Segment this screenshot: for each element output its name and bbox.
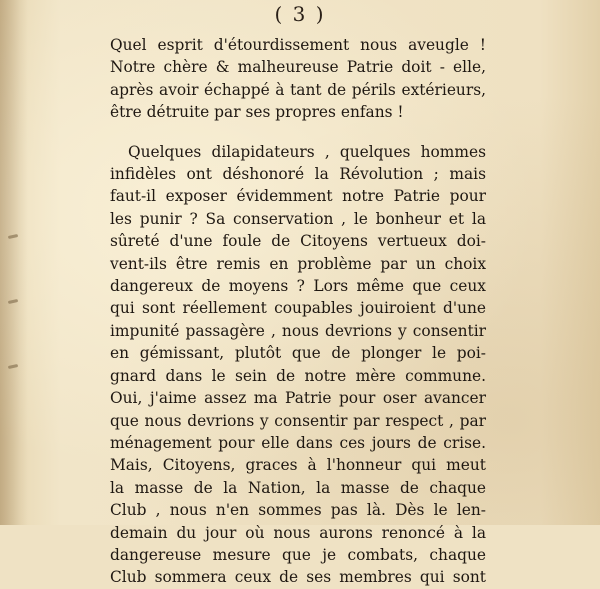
text-line: vent-ils être remis en problème par un choix	[110, 254, 486, 273]
text-line: en gémissant, plutôt que de plonger le poi-	[110, 344, 486, 363]
text-line: infidèles ont déshonoré la Révolution ; mais	[110, 165, 486, 184]
paragraph-gap	[110, 124, 486, 141]
text-line: Club , nous n'en sommes pas là. Dès le len-	[110, 501, 486, 520]
text-line: que nous devrions y consentir par respect , par	[110, 411, 486, 430]
paragraph	[110, 34, 486, 124]
text-line: Oui, j'aime assez ma Patrie pour oser avancer	[110, 389, 486, 408]
body-text	[110, 34, 486, 589]
text-line: dangereuse mesure que je combats, chaque	[110, 545, 486, 564]
text-line: Notre chère & malheureuse Patrie doit - elle,	[110, 58, 486, 77]
text-line: Quelques dilapidateurs , quelques hommes	[128, 142, 486, 161]
text-line: sûreté d'une foule de Citoyens vertueux doi-	[110, 232, 486, 251]
text-line: qui sont réellement coupables jouiroient d'une	[110, 299, 486, 318]
text-line: Mais, Citoyens, graces à l'honneur qui meut	[110, 456, 486, 475]
text-line: dangereux de moyens ? Lors même que ceux	[110, 277, 486, 296]
text-line: Quel esprit d'étourdissement nous aveugle !	[110, 36, 486, 54]
text-line: demain du jour où nous aurons renoncé à la	[110, 523, 486, 542]
text-line: faut-il exposer évidemment notre Patrie pour	[110, 187, 486, 206]
page-number: ( 3 )	[274, 2, 326, 26]
text-line: les punir ? Sa conservation , le bonheur et la	[110, 209, 486, 228]
paragraph	[110, 141, 486, 589]
text-line: Club sommera ceux de ses membres qui sont	[110, 568, 486, 587]
text-line: gnard dans le sein de notre mère commune.	[110, 366, 486, 385]
text-line: être détruite par ses propres enfans !	[110, 103, 404, 122]
page-binding-shadow	[0, 0, 28, 525]
text-line: la masse de la Nation, la masse de chaque	[110, 478, 486, 497]
text-line: ménagement pour elle dans ces jours de crise.	[110, 433, 486, 452]
text-line: après avoir échappé à tant de périls extérieurs,	[110, 80, 486, 99]
text-line: impunité passagère , nous devrions y consentir	[110, 321, 486, 340]
